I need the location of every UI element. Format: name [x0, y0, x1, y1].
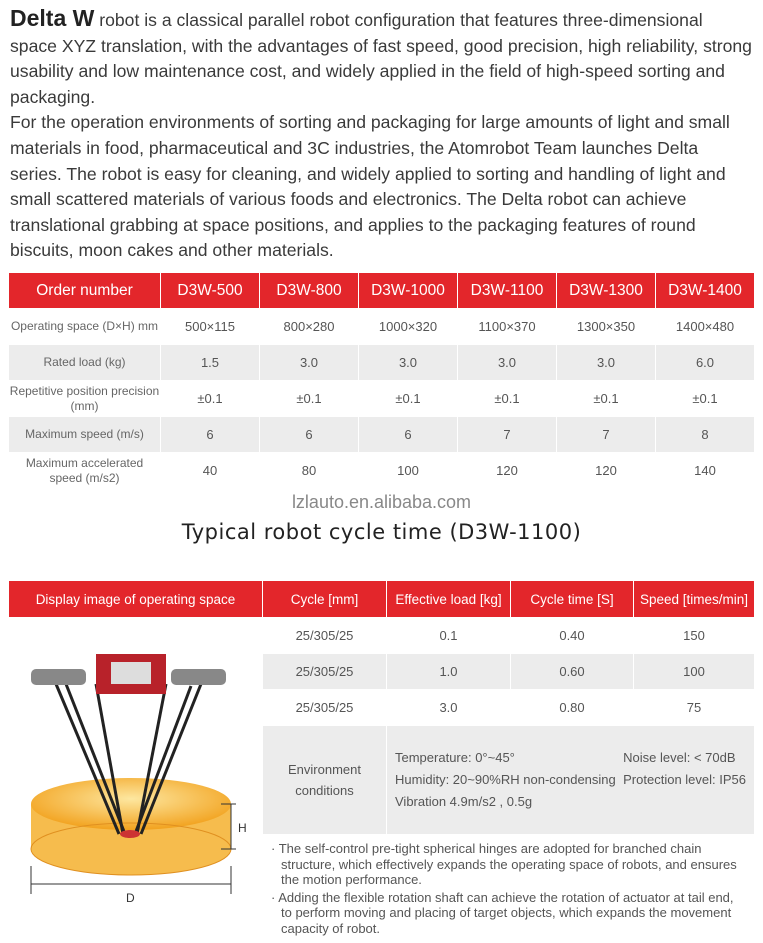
cell: 80	[260, 453, 359, 489]
cell: 100	[634, 654, 755, 690]
delta-robot-icon	[11, 634, 261, 924]
cell: 3.0	[458, 345, 557, 381]
note-item: · The self-control pre-tight spherical hinges are adopted for branched chain structure, which effectively expands the operating space of robots, and ensures the motion performance.	[271, 841, 737, 887]
env-protection: Protection level: IP56	[623, 772, 746, 787]
cell: 3.0	[359, 345, 458, 381]
table-row	[9, 453, 755, 489]
cell: 3.0	[260, 345, 359, 381]
cell: 7	[458, 417, 557, 453]
env-column-1	[395, 747, 616, 813]
row-label: Repetitive position precision (mm)	[9, 381, 161, 417]
spec-table	[8, 272, 755, 489]
cell: 25/305/25	[263, 690, 387, 726]
env-humidity: Humidity: 20~90%RH non-condensing	[395, 772, 616, 787]
cell: 1000×320	[359, 309, 458, 345]
product-name: Delta W	[10, 5, 95, 31]
row-label: Maximum speed (m/s)	[9, 417, 161, 453]
env-temperature: Temperature: 0°~45°	[395, 750, 515, 765]
intro-paragraph-1: robot is a classical parallel robot configuration that features three-dimensional space XYZ translation, with the advantages of fast speed, good precision, high reliability, strong usability and low maintenance cost, and widely applied in the field of high-speed sorting and packaging.	[10, 10, 752, 107]
cell: 0.40	[511, 618, 634, 654]
row-label: Rated load (kg)	[9, 345, 161, 381]
table-row	[9, 381, 755, 417]
cell: 8	[656, 417, 755, 453]
cell: 25/305/25	[263, 654, 387, 690]
cycle-header-row	[9, 581, 755, 618]
header-cell: D3W-1400	[656, 273, 755, 309]
feature-notes	[263, 835, 755, 943]
cell: 0.80	[511, 690, 634, 726]
cell: 6.0	[656, 345, 755, 381]
row-label: Operating space (D×H) mm	[9, 309, 161, 345]
env-noise: Noise level: < 70dB	[623, 750, 736, 765]
cell: 40	[161, 453, 260, 489]
header-cell: Effective load [kg]	[387, 581, 511, 618]
cell: ±0.1	[260, 381, 359, 417]
cell: 100	[359, 453, 458, 489]
header-cell: Display image of operating space	[9, 581, 263, 618]
env-column-2	[623, 747, 746, 791]
intro-text	[10, 6, 753, 264]
environment-conditions	[387, 726, 755, 835]
cell: 120	[458, 453, 557, 489]
cell: ±0.1	[656, 381, 755, 417]
header-cell: D3W-1300	[557, 273, 656, 309]
diameter-label: D	[125, 890, 135, 905]
cell: 800×280	[260, 309, 359, 345]
cell: 3.0	[557, 345, 656, 381]
cell: 0.60	[511, 654, 634, 690]
cell: 1400×480	[656, 309, 755, 345]
header-cell: Cycle time [S]	[511, 581, 634, 618]
cycle-table	[8, 580, 755, 943]
header-cell: D3W-1100	[458, 273, 557, 309]
header-cell: D3W-500	[161, 273, 260, 309]
cell: ±0.1	[359, 381, 458, 417]
cell: 1100×370	[458, 309, 557, 345]
cell: 3.0	[387, 690, 511, 726]
header-cell: Cycle [mm]	[263, 581, 387, 618]
intro-paragraph-2: For the operation environments of sorting and packaging for large amounts of light and small materials in food, pharmaceutical and 3C industries, the Atomrobot Team launches Delta series. The robot is easy for cleaning, and widely applied to sorting and handling of light and small scattered materials of various foods and electronics. The Delta robot can achieve translational grabbing at space positions, and applies to the packaging features of round biscuits, moon cakes and other materials.	[10, 112, 730, 261]
spec-header-row	[9, 273, 755, 309]
header-cell: Order number	[9, 273, 161, 309]
cell: ±0.1	[458, 381, 557, 417]
cell: 6	[161, 417, 260, 453]
cell: 140	[656, 453, 755, 489]
environment-label: Environment conditions	[263, 726, 387, 835]
height-label: H	[237, 820, 247, 835]
cell: 75	[634, 690, 755, 726]
row-label: Maximum accelerated speed (m/s2)	[9, 453, 161, 489]
cell: 1.5	[161, 345, 260, 381]
cell: 6	[359, 417, 458, 453]
cell: 150	[634, 618, 755, 654]
table-row	[9, 309, 755, 345]
cell: ±0.1	[161, 381, 260, 417]
cell: 500×115	[161, 309, 260, 345]
cycle-title: Typical robot cycle time (D3W-1100)	[181, 520, 582, 544]
header-cell: D3W-1000	[359, 273, 458, 309]
robot-image	[9, 618, 263, 943]
note-item: · Adding the flexible rotation shaft can achieve the rotation of actuator at tail end, to perform moving and placing of target objects, which expands the movement capacity of robot.	[271, 889, 734, 936]
cell: 1300×350	[557, 309, 656, 345]
cell: 25/305/25	[263, 618, 387, 654]
cell: 1.0	[387, 654, 511, 690]
cell: 0.1	[387, 618, 511, 654]
cell: 6	[260, 417, 359, 453]
table-row	[9, 618, 755, 654]
table-row	[9, 417, 755, 453]
cell: 7	[557, 417, 656, 453]
header-cell: Speed [times/min]	[634, 581, 755, 618]
cell: ±0.1	[557, 381, 656, 417]
watermark: lzlauto.en.alibaba.com	[291, 492, 472, 512]
header-cell: D3W-800	[260, 273, 359, 309]
table-row	[9, 345, 755, 381]
env-vibration: Vibration 4.9m/s2 , 0.5g	[395, 794, 533, 809]
cell: 120	[557, 453, 656, 489]
